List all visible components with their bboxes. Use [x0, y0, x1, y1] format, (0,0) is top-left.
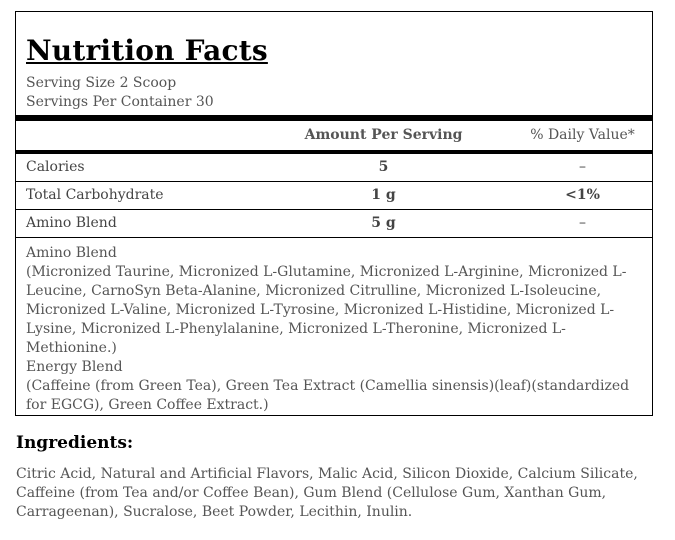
ingredients-title: Ingredients: [16, 433, 134, 453]
header-amount-per-serving: Amount Per Serving [304, 127, 463, 143]
amino-blend-title: Amino Blend [26, 245, 117, 261]
nutrition-facts-title: Nutrition Facts [26, 34, 268, 67]
nutrition-facts-panel [15, 11, 653, 416]
table-row-total-carbohydrate [16, 182, 652, 210]
row-amount: 5 g [371, 215, 396, 231]
ingredients-text: Citric Acid, Natural and Artificial Flavors, Malic Acid, Silicon Dioxide, Calcium Silicate, Caffeine (from Tea and/or Coffee Bean), Gum Blend (Cellulose Gum, Xanthan Gum, Carrageenan), Sucralose, Beet Powder, Lecithin, Inulin. [16, 466, 638, 520]
table-row-amino-blend [16, 210, 652, 238]
row-daily-value: – [579, 159, 586, 175]
blend-details [26, 244, 641, 415]
serving-info [26, 74, 214, 112]
row-name: Total Carbohydrate [26, 187, 164, 203]
energy-blend-title: Energy Blend [26, 359, 123, 375]
row-amount: 1 g [371, 187, 396, 203]
row-name: Calories [26, 159, 85, 175]
serving-size: Serving Size 2 Scoop [26, 75, 177, 91]
amino-blend-text: (Micronized Taurine, Micronized L-Glutamine, Micronized L-Arginine, Micronized L-Leucine, CarnoSyn Beta-Alanine, Micronized Citrulline, Micronized L-Isoleucine, Micronized L-Valine, Micronized L-Tyrosine, Micronized L-Histidine, Micronized L-Lysine, Micronized L-Phenylalanine, Micronized L-Theronine, Micronized L-Methionine.) [26, 264, 627, 356]
row-daily-value: – [579, 215, 586, 231]
row-amount: 5 [378, 159, 389, 175]
servings-per-container: Servings Per Container 30 [26, 94, 214, 110]
header-daily-value: % Daily Value* [530, 127, 635, 143]
row-name: Amino Blend [26, 215, 117, 231]
energy-blend-text: (Caffeine (from Green Tea), Green Tea Extract (Camellia sinensis)(leaf)(standardized for EGCG), Green Coffee Extract.) [26, 378, 630, 413]
table-row-calories [16, 154, 652, 182]
row-daily-value: <1% [565, 187, 600, 203]
table-header [16, 121, 652, 151]
